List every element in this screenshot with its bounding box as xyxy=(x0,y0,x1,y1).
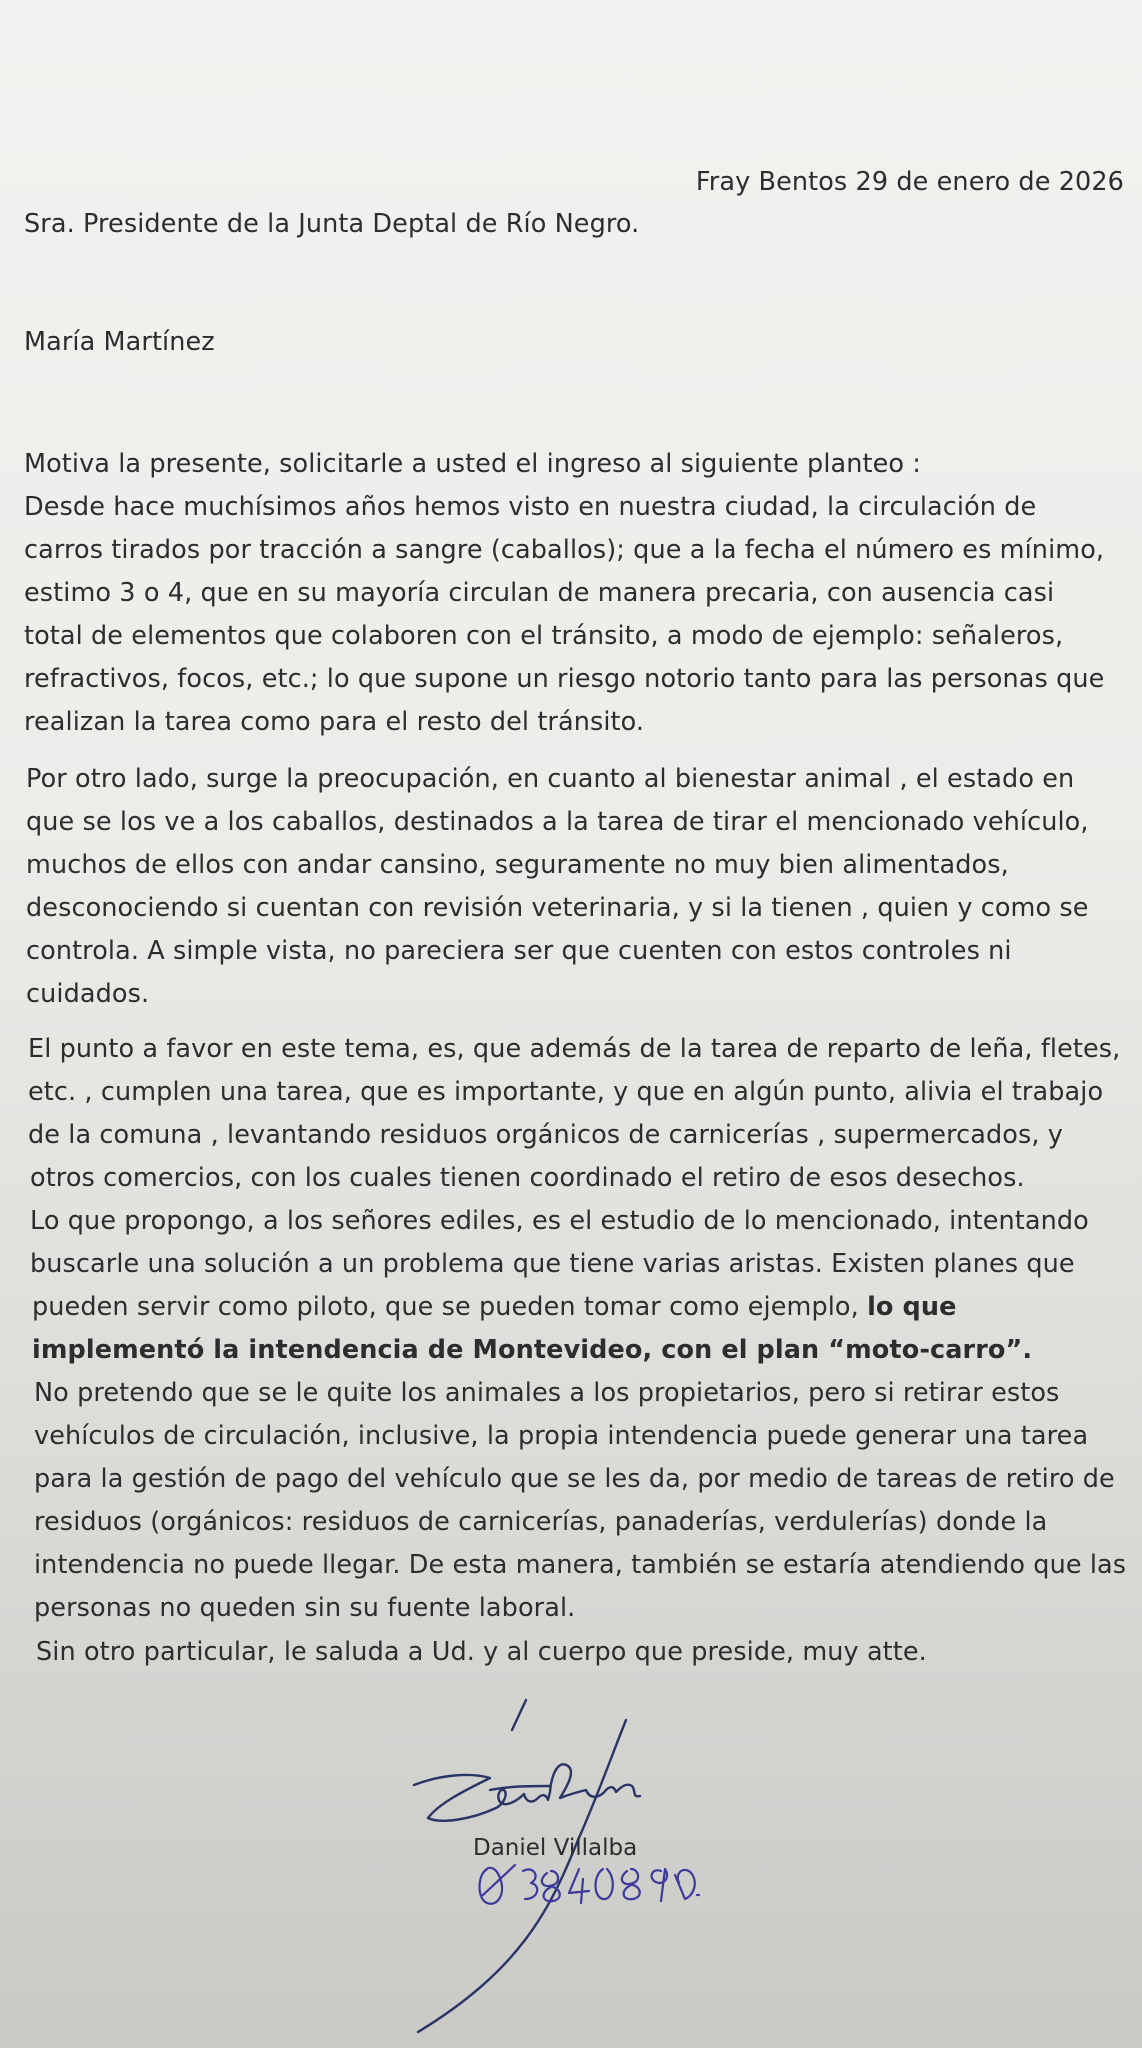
bold-line: implementó la intendencia de Montevideo, con el plan “moto-carro”. xyxy=(32,1335,1033,1365)
body-line: de la comuna , levantando residuos orgánicos de carnicerías , supermercados, y xyxy=(28,1120,1063,1150)
body-line: cuidados. xyxy=(26,979,150,1009)
recipient-name: María Martínez xyxy=(24,327,215,357)
body-line xyxy=(32,1292,957,1322)
body-line: El punto a favor en este tema, es, que además de la tarea de reparto de leña, fletes, xyxy=(28,1034,1121,1064)
body-line: refractivos, focos, etc.; lo que supone un riesgo notorio tanto para las personas que xyxy=(24,664,1105,694)
closing-line: para la gestión de pago del vehículo que se les da, por medio de tareas de retiro de xyxy=(34,1464,1115,1494)
signer-name: Daniel Villalba xyxy=(473,1835,638,1861)
closing-line: personas no queden sin su fuente laboral. xyxy=(34,1593,576,1623)
body-line: Desde hace muchísimos años hemos visto en nuestra ciudad, la circulación de xyxy=(24,492,1037,522)
body-line: otros comercios, con los cuales tienen coordinado el retiro de esos desechos. xyxy=(30,1163,1025,1193)
body-line: carros tirados por tracción a sangre (caballos); que a la fecha el número es mínimo, xyxy=(24,535,1105,565)
body-line: que se los ve a los caballos, destinados a la tarea de tirar el mencionado vehículo, xyxy=(26,807,1089,837)
body-line: realizan la tarea como para el resto del tránsito. xyxy=(24,707,645,737)
closing-line: intendencia no puede llegar. De esta manera, también se estaría atendiendo que las xyxy=(34,1550,1127,1580)
body-text: pueden servir como piloto, que se pueden tomar como ejemplo, xyxy=(32,1292,859,1322)
body-line: Por otro lado, surge la preocupación, en cuanto al bienestar animal , el estado en xyxy=(26,764,1075,794)
salutation: Sra. Presidente de la Junta Deptal de Río Negro. xyxy=(24,209,640,239)
body-line: total de elementos que colaboren con el tránsito, a modo de ejemplo: señaleros, xyxy=(24,621,1064,651)
body-line: Motiva la presente, solicitarle a usted el ingreso al siguiente planteo : xyxy=(24,449,921,479)
letter-date: Fray Bentos 29 de enero de 2026 xyxy=(695,167,1124,197)
body-line: buscarle una solución a un problema que tiene varias aristas. Existen planes que xyxy=(30,1249,1075,1279)
closing-line: Sin otro particular, le saluda a Ud. y al cuerpo que preside, muy atte. xyxy=(36,1637,927,1667)
body-line: etc. , cumplen una tarea, que es importante, y que en algún punto, alivia el trabajo xyxy=(28,1077,1104,1107)
handwritten-phone-image xyxy=(475,1855,705,1915)
body-line: estimo 3 o 4, que en su mayoría circulan de manera precaria, con ausencia casi xyxy=(24,578,1055,608)
body-line: desconociendo si cuentan con revisión veterinaria, y si la tienen , quien y como se xyxy=(26,893,1089,923)
closing-line: No pretendo que se le quite los animales a los propietarios, pero si retirar estos xyxy=(34,1378,1060,1408)
body-line: muchos de ellos con andar cansino, seguramente no muy bien alimentados, xyxy=(26,850,1009,880)
closing-line: vehículos de circulación, inclusive, la propia intendencia puede generar una tarea xyxy=(34,1421,1089,1451)
body-line: controla. A simple vista, no pareciera ser que cuenten con estos controles ni xyxy=(26,936,1012,966)
bold-inline-text: lo que xyxy=(867,1292,957,1322)
closing-line: residuos (orgánicos: residuos de carnicerías, panaderías, verdulerías) donde la xyxy=(34,1507,1048,1537)
body-line: Lo que propongo, a los señores ediles, es el estudio de lo mencionado, intentando xyxy=(30,1206,1089,1236)
